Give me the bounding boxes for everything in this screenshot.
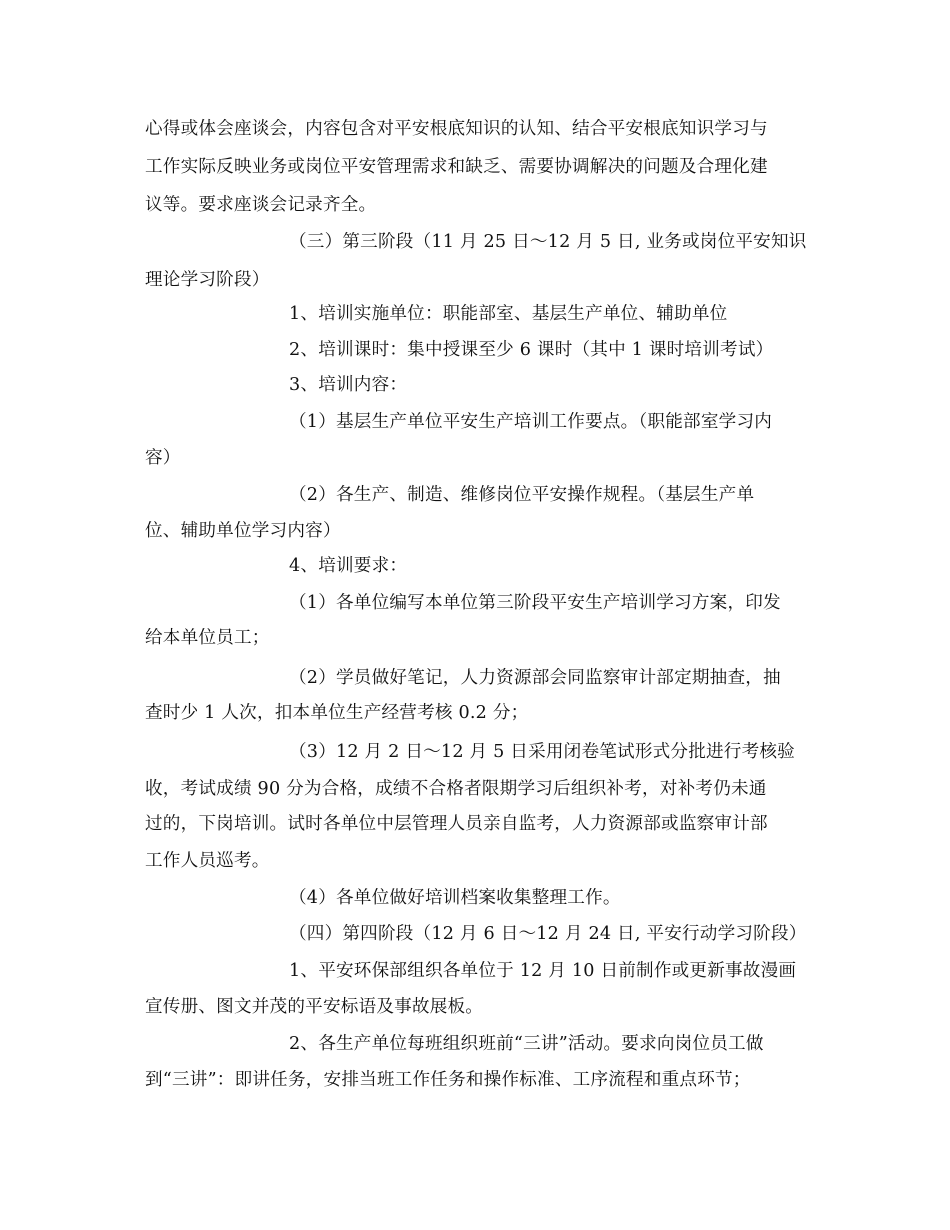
list-item: [0, 440, 950, 476]
list-item: [0, 989, 950, 1025]
line-text: 过的，下岗培训。试时各单位中层管理人员亲自监考，人力资源部或监察审计部: [145, 814, 768, 834]
list-item: [0, 771, 950, 807]
line-text: （2）学员做好笔记，人力资源部会同监察审计部定期抽查，抽: [289, 668, 781, 688]
paragraph-line: [0, 149, 950, 185]
list-item: [0, 404, 950, 440]
paragraph-line: [0, 187, 950, 223]
list-item: [0, 843, 950, 879]
line-text: 工作实际反映业务或岗位平安管理需求和缺乏、需要协调解决的问题及合理化建: [145, 157, 768, 177]
line-text: 3、培训内容：: [289, 375, 408, 395]
line-text: （四）第四阶段（12 月 6 日～12 月 24 日, 平安行动学习阶段）: [289, 924, 807, 944]
line-text: 1、平安环保部组织各单位于 12 月 10 日前制作或更新事故漫画: [289, 961, 797, 981]
list-item: [0, 620, 950, 656]
section-heading: [0, 224, 950, 260]
list-item: [0, 734, 950, 770]
line-text: 宣传册、图文并茂的平安标语及事故展板。: [145, 997, 484, 1017]
line-text: 查时少 1 人次，扣本单位生产经营考核 0.2 分；: [145, 703, 529, 723]
paragraph-line: [0, 111, 950, 147]
line-text: 位、辅助单位学习内容）: [145, 521, 341, 541]
line-text: 议等。要求座谈会记录齐全。: [145, 195, 377, 215]
list-item: [0, 477, 950, 513]
list-item: [0, 880, 950, 916]
list-item: [0, 1026, 950, 1062]
line-text: 理论学习阶段）: [145, 270, 270, 290]
list-item: [0, 585, 950, 621]
line-text: （三）第三阶段（11 月 25 日～12 月 5 日, 业务或岗位平安知识: [289, 232, 807, 252]
list-item: [0, 548, 950, 584]
line-text: 2、培训课时：集中授课至少 6 课时（其中 1 课时培训考试）: [289, 340, 774, 360]
line-text: （1）各单位编写本单位第三阶段平安生产培训学习方案，印发: [289, 593, 781, 613]
line-text: 工作人员巡考。: [145, 851, 270, 871]
line-text: 到“三讲”：即讲任务，安排当班工作任务和操作标准、工序流程和重点环节；: [145, 1070, 751, 1090]
line-text: 4、培训要求：: [289, 556, 408, 576]
line-text: （2）各生产、制造、维修岗位平安操作规程。（基层生产单: [289, 485, 755, 505]
line-text: 容）: [145, 448, 181, 468]
list-item: [0, 953, 950, 989]
list-item: [0, 332, 950, 368]
list-item: [0, 513, 950, 549]
line-text: 1、培训实施单位：职能部室、基层生产单位、辅助单位: [289, 304, 728, 324]
section-heading: [0, 262, 950, 298]
line-text: （4）各单位做好培训档案收集整理工作。: [289, 888, 621, 908]
line-text: 2、各生产单位每班组织班前“三讲”活动。要求向岗位员工做: [289, 1034, 764, 1054]
list-item: [0, 660, 950, 696]
line-text: 给本单位员工；: [145, 628, 270, 648]
line-text: （1）基层生产单位平安生产培训工作要点。（职能部室学习内: [289, 412, 773, 432]
line-text: 心得或体会座谈会，内容包含对平安根底知识的认知、结合平安根底知识学习与: [145, 119, 768, 139]
list-item: [0, 1062, 950, 1098]
list-item: [0, 296, 950, 332]
section-heading: [0, 916, 950, 952]
list-item: [0, 695, 950, 731]
line-text: （3）12 月 2 日～12 月 5 日采用闭卷笔试形式分批进行考核验: [289, 742, 795, 762]
list-item: [0, 806, 950, 842]
line-text: 收，考试成绩 90 分为合格，成绩不合格者限期学习后组织补考，对补考仍未通: [145, 779, 767, 799]
list-item: [0, 367, 950, 403]
